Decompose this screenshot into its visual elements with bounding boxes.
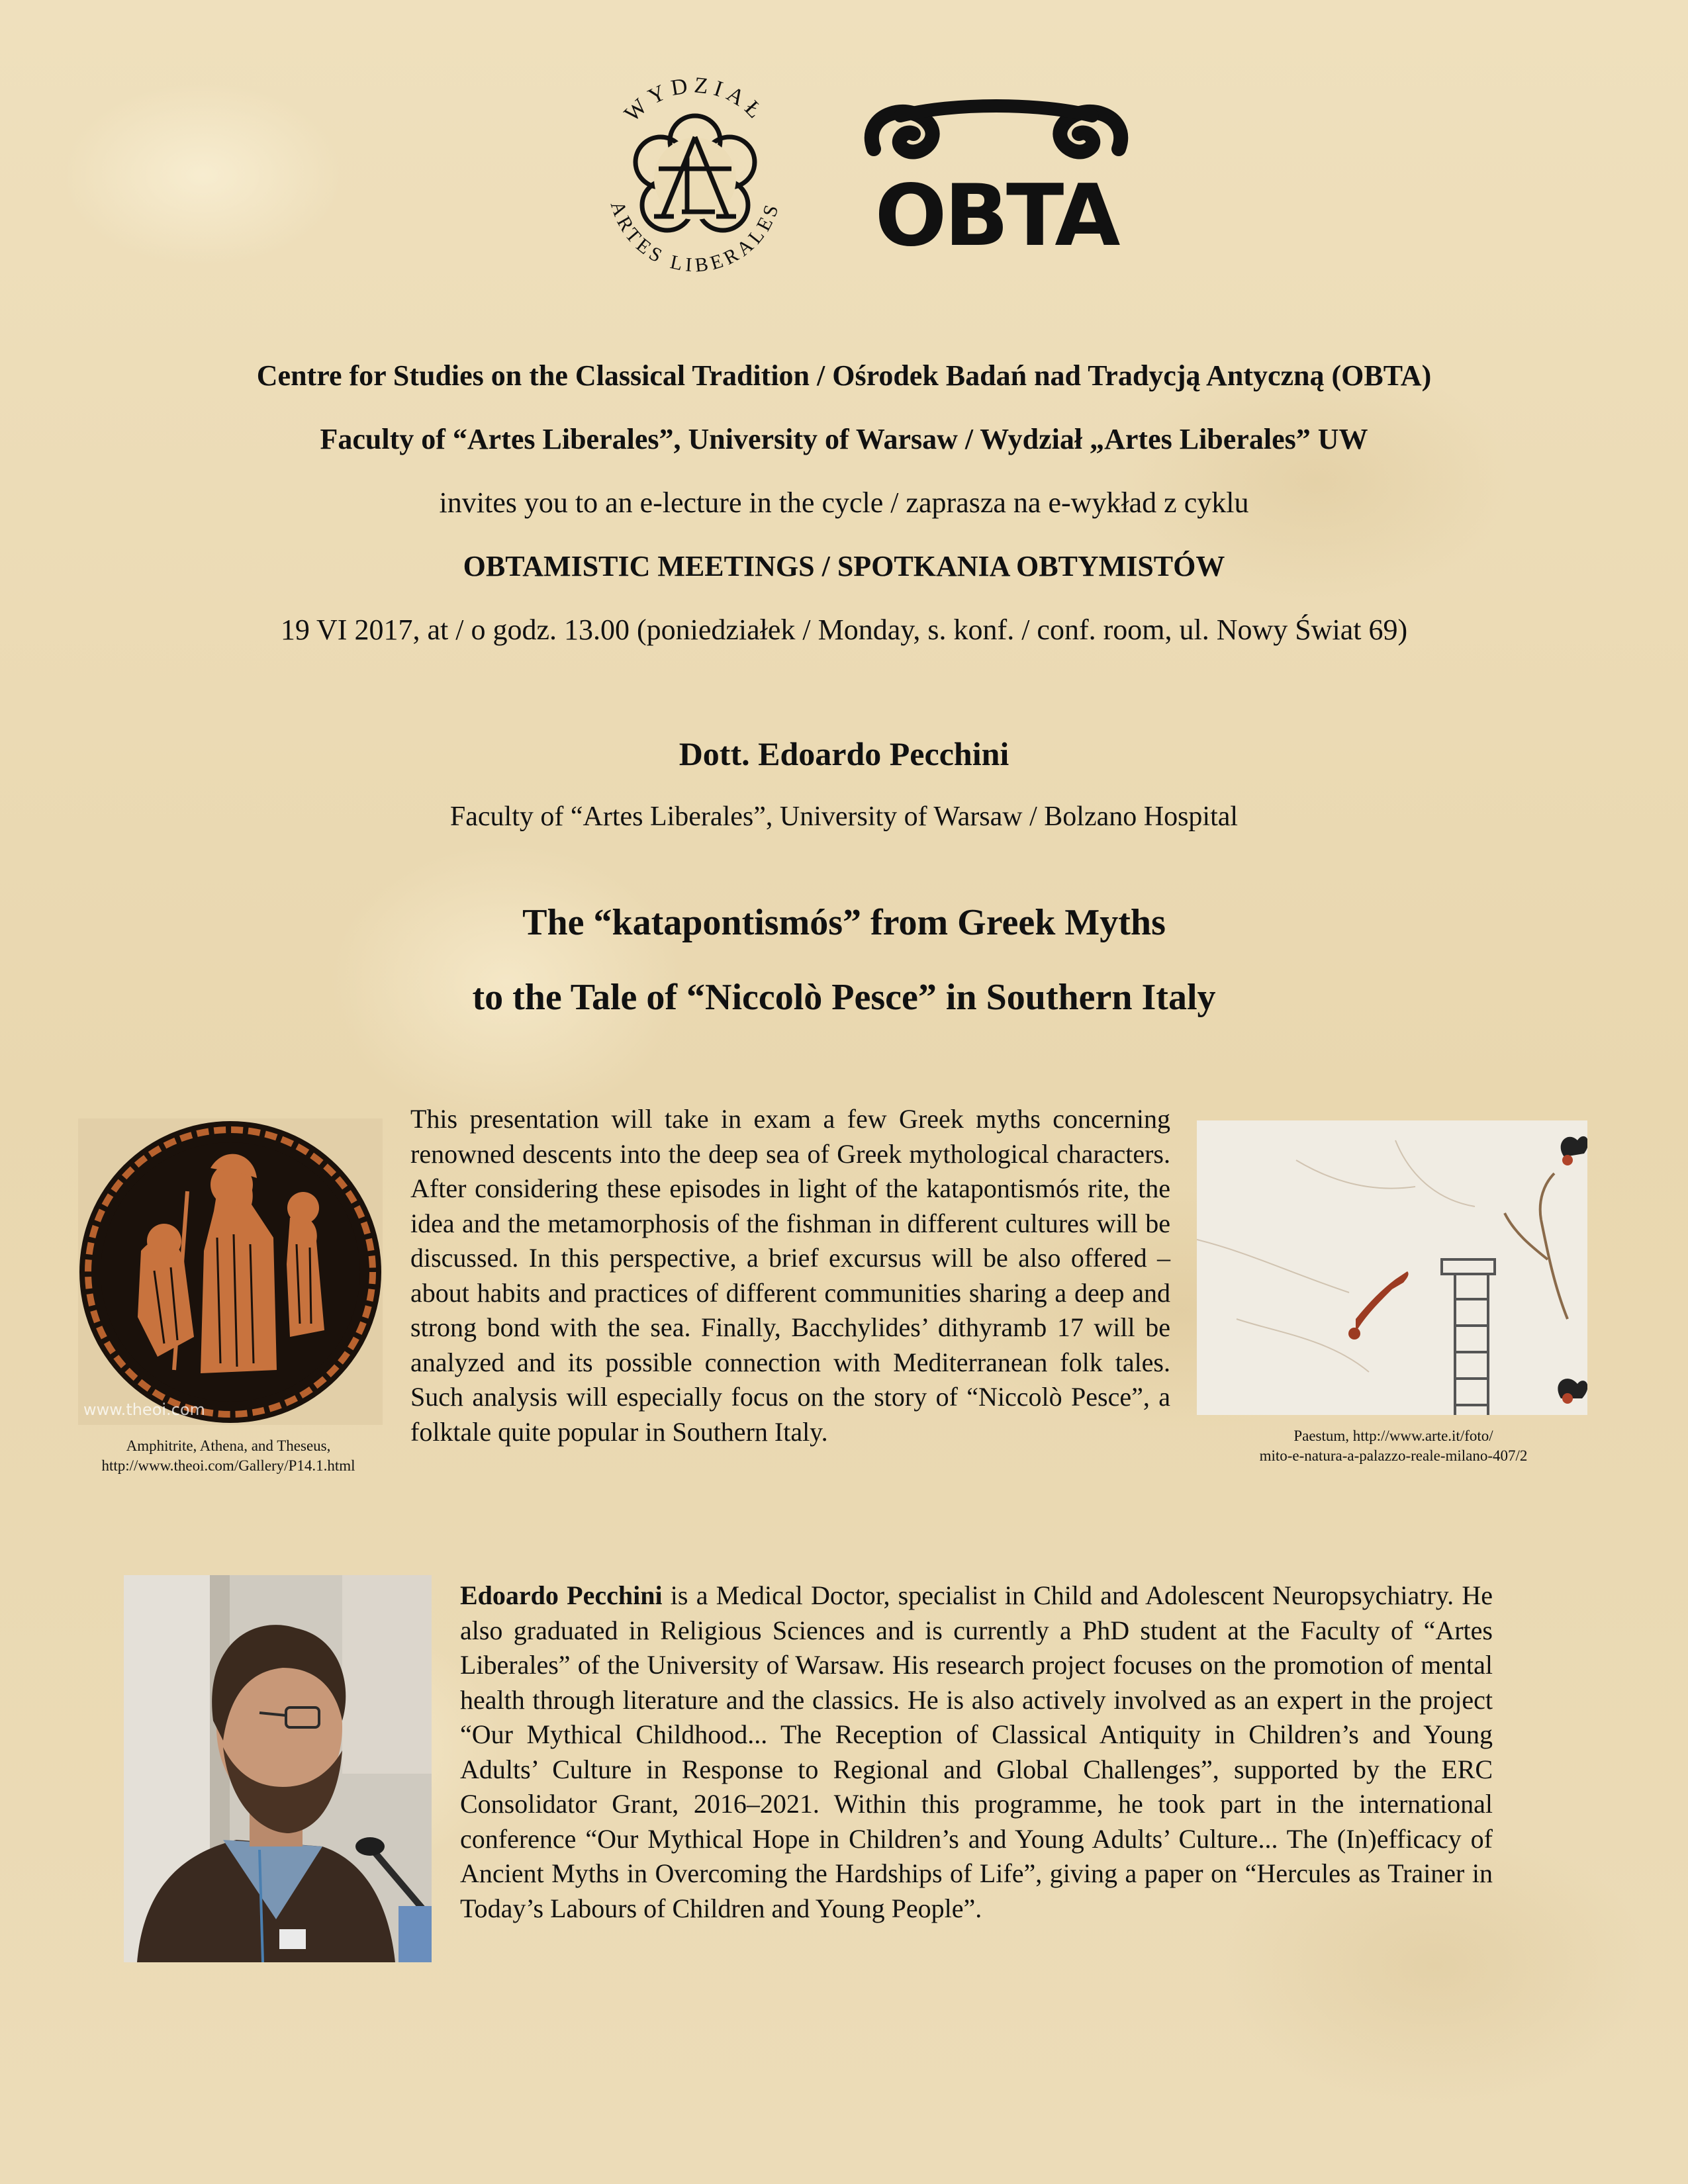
paestum-fresco-image	[1197, 1120, 1587, 1415]
image-watermark: www.theoi.com	[83, 1400, 205, 1419]
speaker-bio	[460, 1578, 1493, 1926]
header-date-venue: 19 VI 2017, at / o godz. 13.00 (poniedziałek / Monday, s. konf. / conf. room, ul. Nowy Świat 69)	[280, 614, 1408, 646]
obta-logo	[854, 86, 1139, 271]
obta-logo-text: OBTA	[874, 167, 1118, 265]
vase-painting-image	[78, 1118, 383, 1425]
lecture-title-line2: to the Tale of “Niccolò Pesce” in Southern Italy	[472, 977, 1216, 1018]
speaker-photo	[124, 1575, 432, 1962]
artes-liberales-seal-icon	[583, 63, 808, 295]
speaker-name: Dott. Edoardo Pecchini	[679, 735, 1009, 772]
left-image-caption	[66, 1436, 391, 1476]
left-caption-line2: http://www.theoi.com/Gallery/P14.1.html	[101, 1457, 355, 1474]
header-invite: invites you to an e-lecture in the cycle / zaprasza na e-wykład z cyklu	[439, 486, 1249, 519]
right-caption-line1: Paestum, http://www.arte.it/foto/	[1293, 1428, 1493, 1444]
svg-text:WYDZIAŁ	[620, 73, 771, 126]
speaker-affiliation: Faculty of “Artes Liberales”, University of Warsaw / Bolzano Hospital	[449, 801, 1239, 832]
right-caption-line2: mito-e-natura-a-palazzo-reale-milano-407/2	[1259, 1447, 1528, 1464]
header-institution: Centre for Studies on the Classical Tradition / Ośrodek Badań nad Tradycją Antyczną (OBTA)	[256, 359, 1432, 392]
bio-name: Edoardo Pecchini	[460, 1580, 663, 1610]
left-caption-line1: Amphitrite, Athena, and Theseus,	[126, 1437, 331, 1454]
right-image-caption	[1192, 1426, 1595, 1466]
header-faculty: Faculty of “Artes Liberales”, University of Warsaw / Wydział „Artes Liberales” UW	[320, 423, 1368, 455]
logo-arc-top-text: WYDZIAŁ	[620, 73, 771, 127]
lecture-abstract: This presentation will take in exam a few Greek myths concerning renowned descents into the deep sea of Greek mythological characters. After considering these episodes in light of the katapontismós rite, the idea and the metamorphosis of the fishman in different cultures will be discussed. In this perspective, a brief excursus will be also offered – about habits and practices of different communities sharing a deep and strong bond with the sea. Finally, Bacchylides’ dithyramb 17 will be analyzed and its possible connection with Mediterranean folk tales. Such analysis will especially focus on the story of “Niccolò Pesce”, a folktale quite popular in Southern Italy.	[410, 1104, 1170, 1447]
logo-arc-bottom-text: ARTES LIBERALES	[606, 198, 784, 277]
lecture-title-line1: The “katapontismós” from Greek Myths	[522, 902, 1166, 943]
bio-text: is a Medical Doctor, specialist in Child and Adolescent Neuropsychiatry. He also graduated in Religious Sciences and is currently a PhD student at the Faculty of “Artes Liberales” of the University of Warsaw. His research project focuses on the promotion of mental health through literature and the classics. He is also actively involved as an expert in the project “Our Mythical Childhood... The Reception of Classical Antiquity in Children’s and Young Adults’ Culture in Response to Regional and Global Challenges”, supported by the ERC Consolidator Grant, 2016–2021. Within this programme, he took part in the international conference “Our Mythical Hope in Children’s and Young Adults’ Culture... The (In)efficacy of Ancient Myths in Overcoming the Hardships of Life”, giving a paper on “Hercules as Trainer in Today’s Labours of Children and Young People”.	[460, 1580, 1493, 1923]
artes-liberales-logo	[583, 63, 808, 295]
ionic-capital-icon	[854, 86, 1139, 271]
header-cycle-name: OBTAMISTIC MEETINGS / SPOTKANIA OBTYMISTÓW	[463, 550, 1225, 582]
